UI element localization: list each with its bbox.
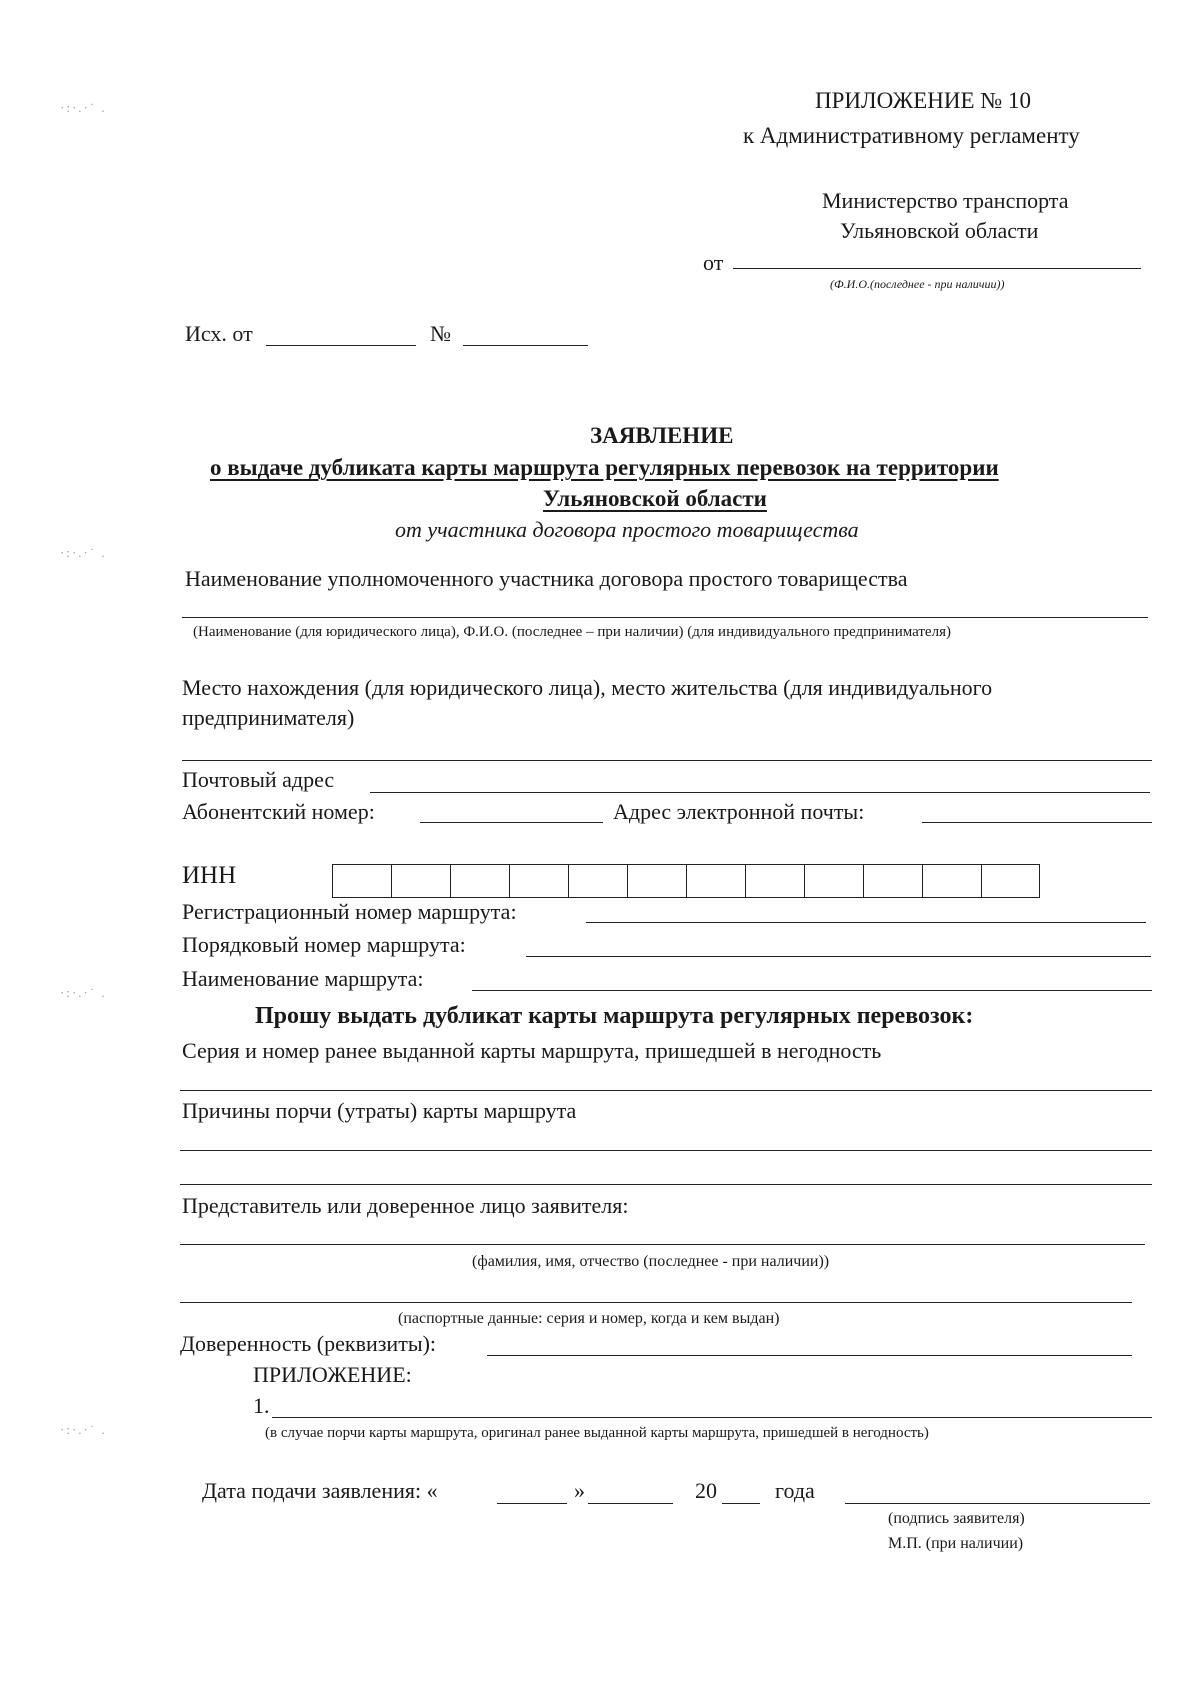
location-field[interactable] (182, 760, 1152, 761)
appendix-number: ПРИЛОЖЕНИЕ № 10 (815, 88, 1032, 113)
attachment-item-number: 1. (253, 1393, 270, 1418)
route-name-label: Наименование маршрута: (182, 966, 424, 991)
outgoing-number-field[interactable] (463, 345, 588, 346)
attachment-item-hint: (в случае порчи карты маршрута, оригинал ранее выданной карты маршрута, пришедшей в негодность) (265, 1425, 929, 1441)
inn-digit-cell[interactable] (804, 864, 864, 898)
document-subtitle-line2: Ульяновской области (543, 486, 767, 511)
scan-speck: ·:·.·˙ . (60, 100, 107, 115)
inn-grid[interactable] (332, 864, 1040, 898)
inn-digit-cell[interactable] (391, 864, 451, 898)
inn-digit-cell[interactable] (686, 864, 746, 898)
submission-year-suffix: года (775, 1478, 815, 1503)
postal-address-field[interactable] (370, 792, 1150, 793)
representative-name-hint: (фамилия, имя, отчество (последнее - при наличии)) (472, 1253, 830, 1270)
recipient-region: Ульяновской области (840, 218, 1039, 243)
inn-digit-cell[interactable] (981, 864, 1040, 898)
route-reg-number-label: Регистрационный номер маршрута: (182, 899, 517, 924)
participant-name-field[interactable] (182, 617, 1148, 618)
representative-name-field[interactable] (180, 1244, 1145, 1245)
submission-year-prefix: 20 (695, 1478, 717, 1503)
email-field[interactable] (922, 822, 1152, 823)
subscriber-number-label: Абонентский номер: (182, 799, 375, 824)
stamp-hint: М.П. (при наличии) (888, 1535, 1024, 1552)
request-heading: Прошу выдать дубликат карты маршрута регулярных перевозок: (255, 1003, 974, 1029)
inn-digit-cell[interactable] (627, 864, 687, 898)
inn-digit-cell[interactable] (745, 864, 805, 898)
from-field[interactable] (733, 268, 1141, 269)
inn-digit-cell[interactable] (922, 864, 982, 898)
scan-speck: ·:·.·˙ . (60, 1422, 107, 1437)
postal-address-label: Почтовый адрес (182, 767, 335, 792)
submission-date-label: Дата подачи заявления: « (202, 1478, 438, 1503)
outgoing-number-label: № (430, 321, 451, 346)
representative-passport-field[interactable] (180, 1302, 1132, 1303)
inn-digit-cell[interactable] (568, 864, 628, 898)
inn-digit-cell[interactable] (509, 864, 569, 898)
power-of-attorney-label: Доверенность (реквизиты): (180, 1331, 437, 1356)
damage-reasons-field-1[interactable] (180, 1150, 1152, 1151)
attachment-item-field[interactable] (272, 1417, 1152, 1418)
signature-hint: (подпись заявителя) (888, 1510, 1025, 1527)
inn-digit-cell[interactable] (863, 864, 923, 898)
damage-reasons-field-2[interactable] (180, 1184, 1152, 1185)
power-of-attorney-field[interactable] (487, 1355, 1132, 1356)
outgoing-label: Исх. от (185, 321, 253, 346)
subscriber-number-field[interactable] (420, 822, 603, 823)
route-serial-number-label: Порядковый номер маршрута: (182, 932, 466, 957)
regulation-reference: к Административному регламенту (743, 123, 1080, 148)
applicant-signature-field[interactable] (845, 1503, 1150, 1504)
from-label: от (703, 250, 724, 275)
scan-speck: ·:·.·˙ . (60, 985, 107, 1000)
document-subtitle-line1: о выдаче дубликата карты маршрута регулярных перевозок на территории (210, 455, 999, 480)
location-label-line1: Место нахождения (для юридического лица), место жительства (для индивидуального (182, 675, 993, 700)
participant-name-hint: (Наименование (для юридического лица), Ф.И.О. (последнее – при наличии) (для индивидуального предпринимателя) (193, 624, 951, 640)
location-label-line2: предпринимателя) (182, 705, 355, 730)
route-reg-number-field[interactable] (586, 922, 1146, 923)
series-number-label: Серия и номер ранее выданной карты маршрута, пришедшей в негодность (182, 1038, 882, 1063)
recipient-ministry: Министерство транспорта (822, 188, 1069, 213)
submission-year-field[interactable] (722, 1503, 760, 1504)
submission-date-close-quote: » (574, 1478, 585, 1503)
submission-month-field[interactable] (588, 1503, 673, 1504)
scan-speck: ·:·.·˙ . (60, 545, 107, 560)
document-title: ЗАЯВЛЕНИЕ (590, 423, 734, 448)
representative-passport-hint: (паспортные данные: серия и номер, когда и кем выдан) (398, 1310, 780, 1327)
route-serial-number-field[interactable] (526, 956, 1151, 957)
series-number-field[interactable] (180, 1090, 1152, 1091)
participant-name-label: Наименование уполномоченного участника договора простого товарищества (185, 566, 908, 591)
route-name-field[interactable] (472, 990, 1152, 991)
email-label: Адрес электронной почты: (613, 799, 865, 824)
representative-label: Представитель или доверенное лицо заявителя: (182, 1193, 629, 1218)
damage-reasons-label: Причины порчи (утраты) карты маршрута (182, 1098, 577, 1123)
submission-day-field[interactable] (497, 1503, 567, 1504)
inn-digit-cell[interactable] (332, 864, 392, 898)
inn-digit-cell[interactable] (450, 864, 510, 898)
inn-label: ИНН (182, 862, 237, 889)
document-subtitle-participant: от участника договора простого товарищества (395, 517, 859, 542)
attachments-title: ПРИЛОЖЕНИЕ: (253, 1362, 412, 1387)
from-hint: (Ф.И.О.(последнее - при наличии)) (830, 277, 1005, 291)
outgoing-date-field[interactable] (266, 345, 416, 346)
